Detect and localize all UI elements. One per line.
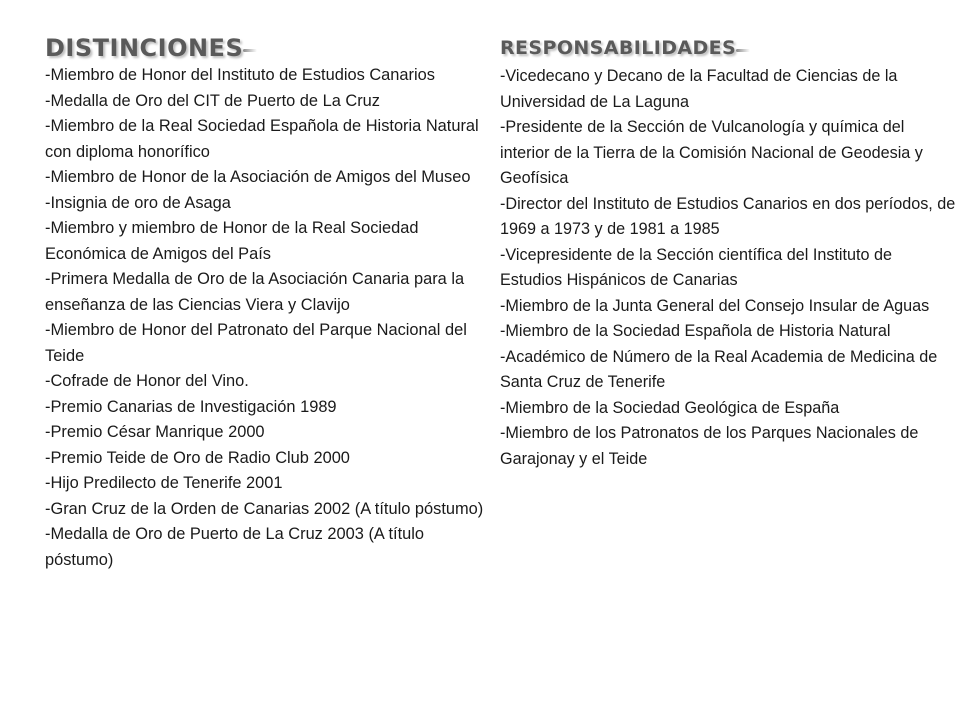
list-item: -Gran Cruz de la Orden de Canarias 2002 (A título póstumo) (45, 499, 484, 518)
list-item: -Miembro de los Patronatos de los Parques Nacionales de Garajonay y el Teide (500, 424, 919, 468)
list-item: -Primera Medalla de Oro de la Asociación Canaria para la enseñanza de las Ciencias Viera y Clavijo (45, 270, 465, 314)
list-item: -Hijo Predilecto de Tenerife 2001 (45, 474, 283, 492)
responsabilidades-heading: RESPONSABILIDADES (500, 34, 750, 62)
list-item: -Miembro de Honor de la Asociación de Amigos del Museo (45, 168, 471, 186)
list-item: -Premio César Manrique 2000 (45, 423, 265, 441)
list-item: -Miembro y miembro de Honor de la Real Sociedad Económica de Amigos del País (45, 219, 419, 263)
list-item: -Director del Instituto de Estudios Canarios en dos períodos, de 1969 a 1973 y de 1981 a 1985 (500, 194, 956, 238)
list-item: -Miembro de la Sociedad Española de Historia Natural (500, 322, 891, 340)
list-item: -Premio Teide de Oro de Radio Club 2000 (45, 448, 350, 467)
distinciones-section (45, 34, 495, 573)
list-item: -Vicepresidente de la Sección científica del Instituto de Estudios Hispánicos de Canarias (500, 245, 893, 289)
list-item: -Premio Canarias de Investigación 1989 (45, 397, 337, 416)
list-item: -Medalla de Oro del CIT de Puerto de La Cruz (45, 91, 380, 110)
list-item: -Presidente de la Sección de Vulcanología y química del interior de la Tierra de la Comisión Nacional de Geodesia y Geofísica (500, 118, 923, 187)
distinciones-list (45, 63, 495, 573)
list-item: -Miembro de la Sociedad Geológica de España (500, 398, 840, 417)
distinciones-heading: DISTINCIONES (45, 34, 257, 62)
list-item: -Miembro de Honor del Instituto de Estudios Canarios (45, 66, 435, 84)
responsabilidades-list (500, 64, 958, 472)
list-item: -Insignia de oro de Asaga (45, 193, 231, 212)
list-item: -Miembro de la Real Sociedad Española de Historia Natural con diploma honorífico (45, 117, 479, 161)
list-item: -Miembro de Honor del Patronato del Parque Nacional del Teide (45, 321, 467, 365)
responsabilidades-section (500, 34, 958, 472)
list-item: -Miembro de la Junta General del Consejo Insular de Aguas (500, 296, 930, 315)
list-item: -Cofrade de Honor del Vino. (45, 372, 249, 390)
list-item: -Académico de Número de la Real Academia de Medicina de Santa Cruz de Tenerife (500, 347, 938, 391)
list-item: -Vicedecano y Decano de la Facultad de Ciencias de la Universidad de La Laguna (500, 67, 898, 111)
list-item: -Medalla de Oro de Puerto de La Cruz 2003 (A título póstumo) (45, 525, 425, 569)
